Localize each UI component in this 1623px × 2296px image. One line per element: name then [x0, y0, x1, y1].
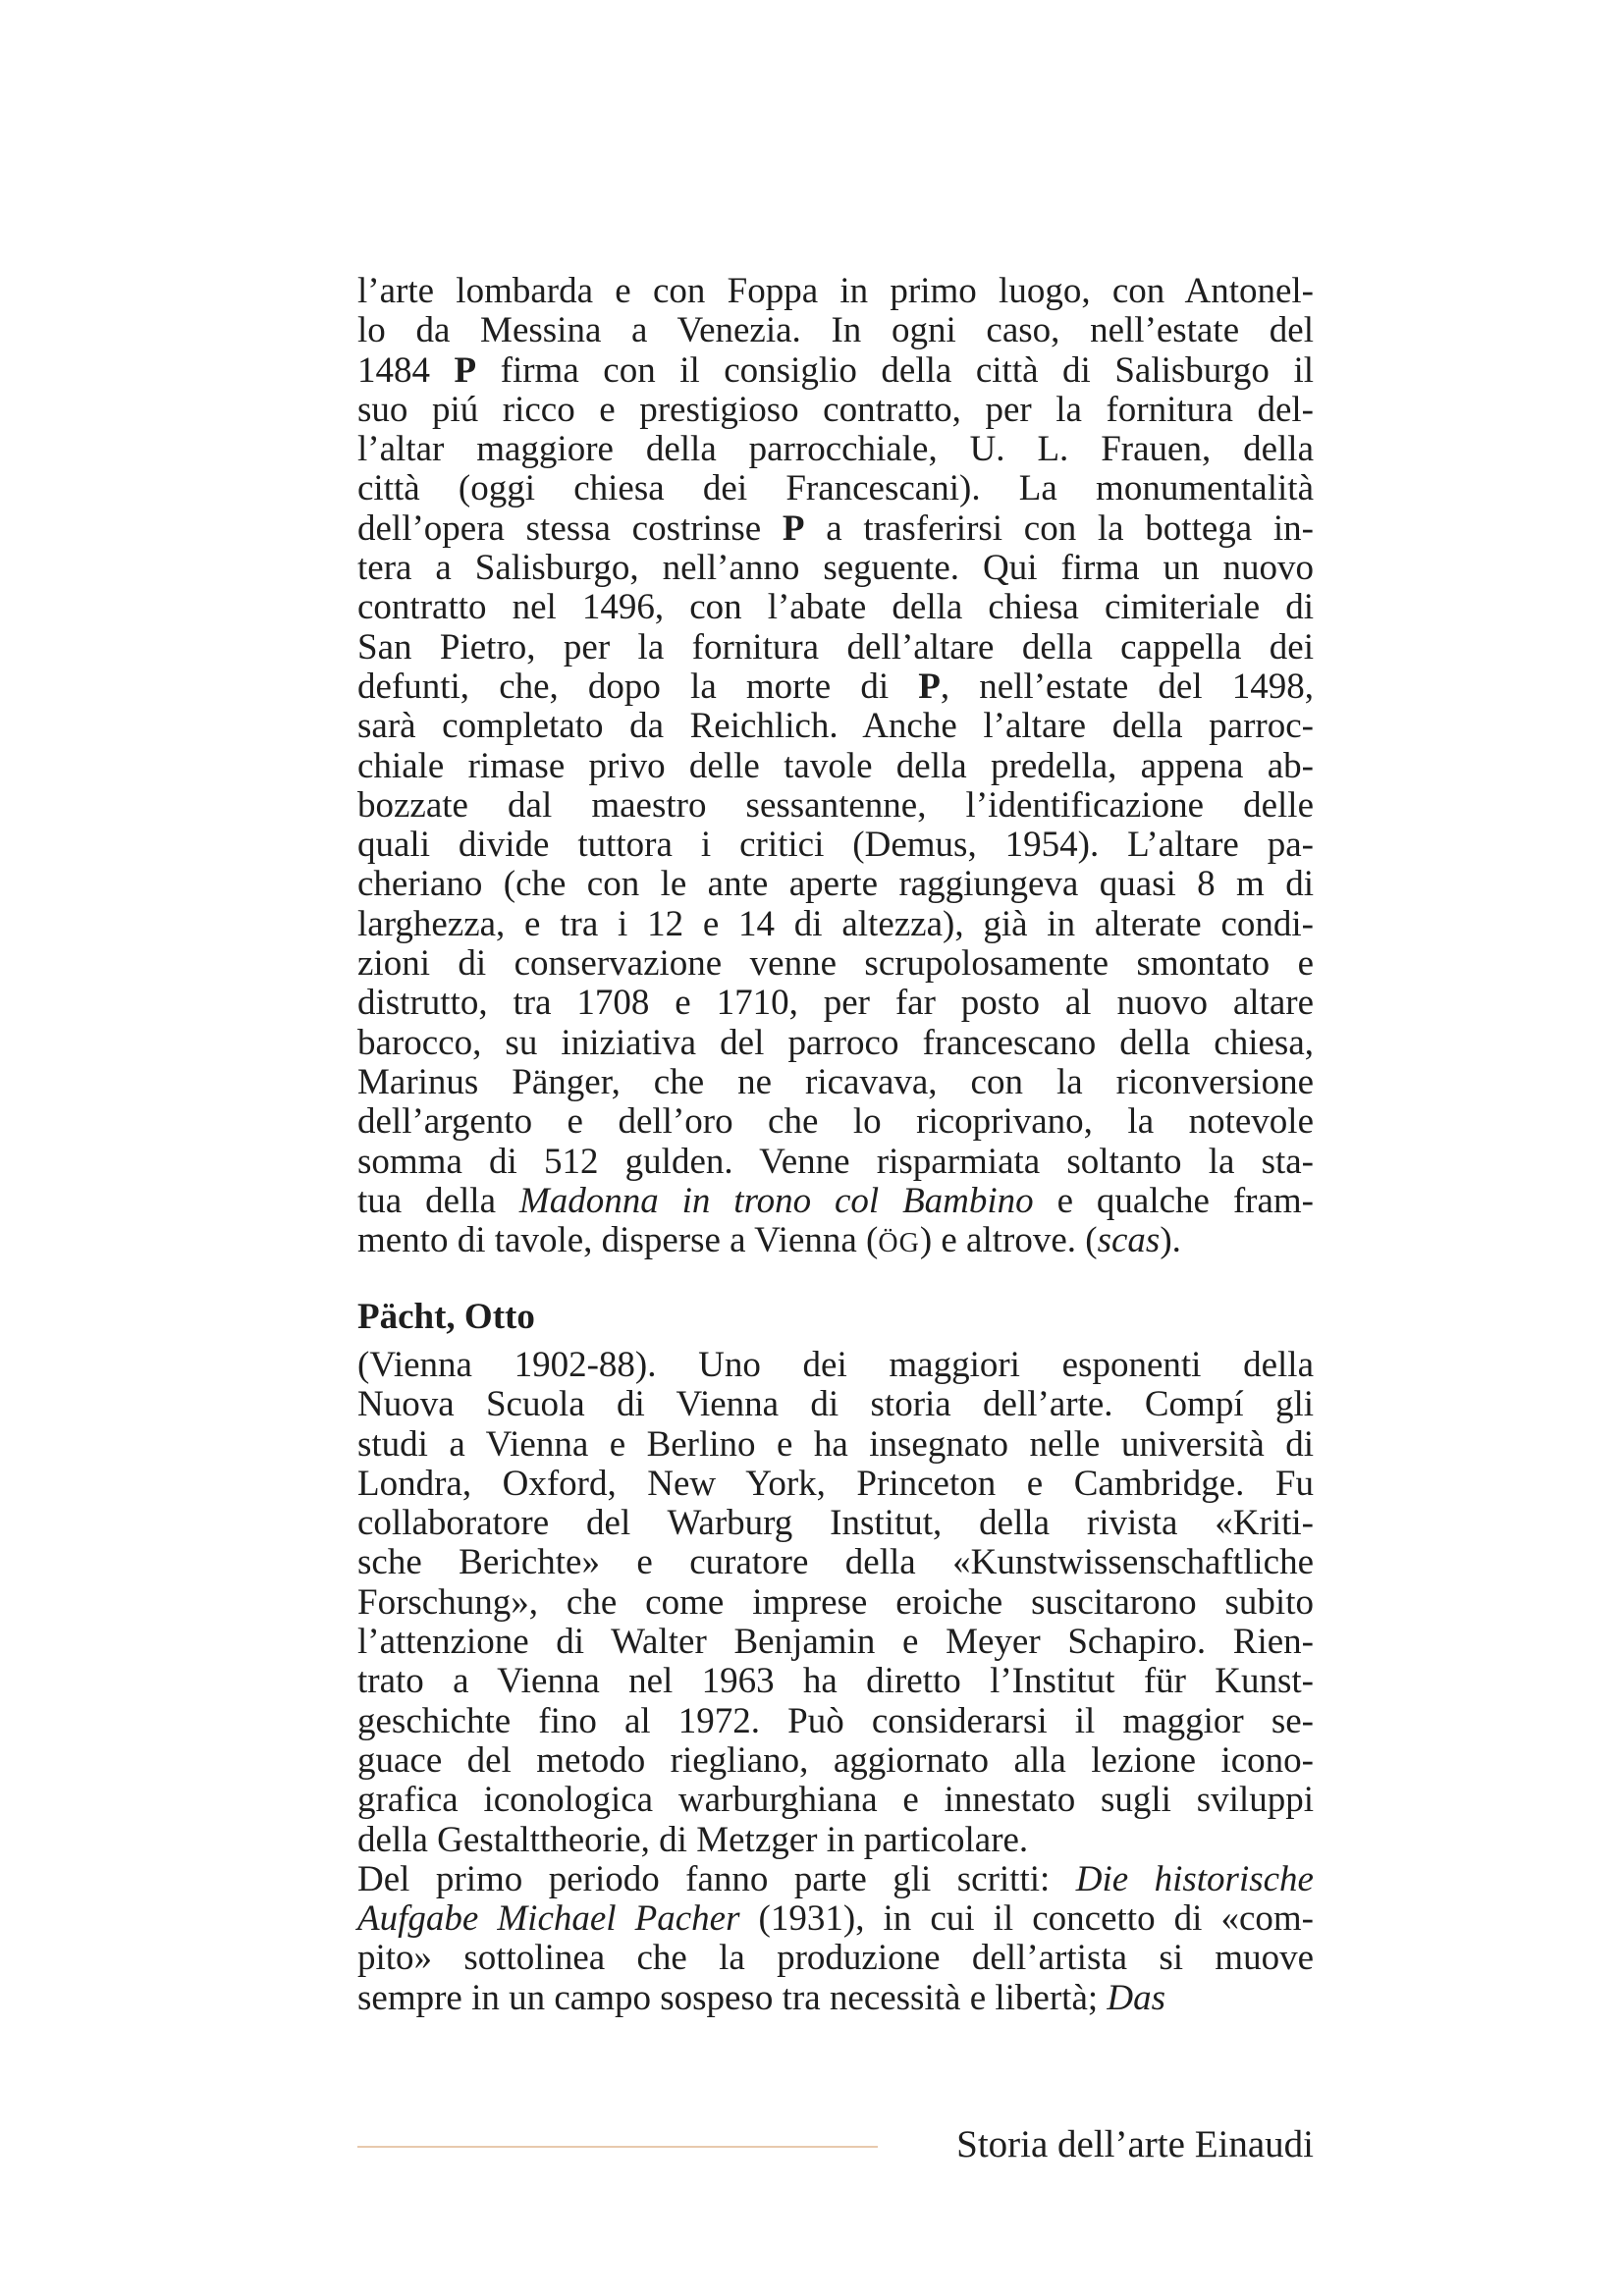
text-line	[357, 1899, 1314, 1939]
text-run: Del primo periodo fanno parte gli scritti:	[357, 1858, 1076, 1899]
abbrev-bold: P	[454, 349, 477, 391]
text-run: contratto nel 1496, con l’abate della chiesa cimiteriale di	[357, 587, 1314, 628]
text-run: e qualche fram-	[1033, 1180, 1314, 1221]
text-line	[357, 1504, 1314, 1543]
italic-title: Die historische	[1075, 1858, 1314, 1899]
text-run: bozzate dal maestro sessantenne, l’identificazione delle	[357, 784, 1314, 826]
text-line	[357, 944, 1314, 984]
text-line	[357, 1741, 1314, 1781]
small-caps: ÖG	[878, 1228, 920, 1259]
text-line	[357, 628, 1314, 667]
text-line	[357, 1143, 1314, 1182]
text-line	[357, 1662, 1314, 1701]
text-line	[357, 707, 1314, 746]
text-line	[357, 1024, 1314, 1063]
text-run: San Pietro, per la fornitura dell’altare della cappella dei	[357, 626, 1314, 667]
text-line	[357, 1821, 1314, 1860]
text-line	[357, 865, 1314, 904]
text-run: lo da Messina a Venezia. In ogni caso, nell’estate del	[357, 310, 1314, 351]
text-line	[357, 826, 1314, 865]
text-line	[357, 469, 1314, 508]
text-line	[357, 1221, 1314, 1260]
text-line	[357, 509, 1314, 549]
text-line	[357, 430, 1314, 469]
text-line	[357, 311, 1314, 350]
text-run: somma di 512 gulden. Venne risparmiata soltanto la sta-	[357, 1141, 1314, 1182]
text-run: studi a Vienna e Berlino e ha insegnato nelle università di	[357, 1423, 1314, 1465]
italic-title: scas	[1097, 1220, 1161, 1261]
text-line	[357, 1102, 1314, 1142]
text-run: chiale rimase privo delle tavole della predella, appena ab-	[357, 745, 1314, 786]
text-run: guace del metodo riegliano, aggiornato alla lezione icono-	[357, 1739, 1314, 1781]
text-run: barocco, su iniziativa del parroco francescano della chiesa,	[357, 1022, 1314, 1063]
text-run: Londra, Oxford, New York, Princeton e Cambridge. Fu	[357, 1463, 1314, 1504]
text-line	[357, 747, 1314, 786]
text-line	[357, 549, 1314, 588]
text-run: l’attenzione di Walter Benjamin e Meyer Schapiro. Rien-	[357, 1622, 1314, 1663]
text-run: suo piú ricco e prestigioso contratto, per la fornitura del-	[357, 389, 1314, 430]
text-line	[357, 351, 1314, 391]
body-paragraph-pacht	[357, 1346, 1314, 2018]
text-run: della Gestalttheorie, di Metzger in particolare.	[357, 1819, 1029, 1860]
text-run: (1931), in cui il concetto di «com-	[739, 1898, 1314, 1940]
text-run: ).	[1160, 1220, 1181, 1261]
text-run: ) e altrove. (	[919, 1220, 1098, 1261]
entry-heading: Pächt, Otto	[357, 1297, 535, 1337]
text-run: dell’argento e dell’oro che lo ricoprivano, la notevole	[357, 1101, 1314, 1143]
text-line	[357, 1543, 1314, 1582]
text-run: zioni di conservazione venne scrupolosamente smontato e	[357, 943, 1314, 985]
text-line	[357, 1623, 1314, 1662]
text-line	[357, 1583, 1314, 1623]
text-run: mento di tavole, disperse a Vienna (	[357, 1220, 879, 1261]
italic-title: Das	[1107, 1977, 1166, 2018]
text-line	[357, 1465, 1314, 1504]
footer-rule	[357, 2146, 878, 2148]
text-run: (Vienna 1902-88). Uno dei maggiori esponenti della	[357, 1345, 1314, 1385]
text-run: l’altar maggiore della parrocchiale, U. L. Frauen, della	[357, 429, 1314, 470]
text-run: 1484	[357, 349, 455, 391]
text-run: cheriano (che con le ante aperte raggiungeva quasi 8 m di	[357, 864, 1314, 905]
text-run: a trasferirsi con la bottega in-	[804, 507, 1314, 549]
italic-title: Aufgabe Michael Pacher	[357, 1898, 740, 1940]
text-run: larghezza, e tra i 12 e 14 di altezza), già in alterate condi-	[357, 903, 1314, 944]
text-run: sarà completato da Reichlich. Anche l’altare della parroc-	[357, 706, 1314, 747]
text-run: , nell’estate del 1498,	[940, 666, 1314, 707]
text-line	[357, 1346, 1314, 1385]
footer-title: Storia dell’arte Einaudi	[956, 2123, 1314, 2165]
text-run: pito» sottolinea che la produzione dell’artista si muove	[357, 1938, 1314, 1979]
text-line	[357, 905, 1314, 944]
text-run: Forschung», che come imprese eroiche suscitarono subito	[357, 1581, 1314, 1623]
text-run: Marinus Pänger, che ne ricavava, con la riconversione	[357, 1061, 1314, 1102]
text-run: trato a Vienna nel 1963 ha diretto l’Institut für Kunst-	[357, 1661, 1314, 1702]
text-run: tera a Salisburgo, nell’anno seguente. Qui firma un nuovo	[357, 548, 1314, 589]
text-line	[357, 272, 1314, 311]
text-line	[357, 786, 1314, 826]
text-line	[357, 391, 1314, 430]
text-line	[357, 1939, 1314, 1978]
text-line	[357, 1781, 1314, 1820]
body-paragraph-pacher	[357, 272, 1314, 1260]
text-run: città (oggi chiesa dei Francescani). La monumentalità	[357, 468, 1314, 509]
text-line	[357, 667, 1314, 707]
text-line	[357, 1979, 1314, 2018]
text-run: geschichte fino al 1972. Può considerarsi il maggior se-	[357, 1700, 1314, 1741]
abbrev-bold: P	[782, 507, 805, 549]
text-run: sempre in un campo sospeso tra necessità e libertà;	[357, 1977, 1108, 2018]
italic-title: Madonna in trono col Bambino	[518, 1180, 1034, 1221]
text-line	[357, 984, 1314, 1023]
text-run: quali divide tuttora i critici (Demus, 1954). L’altare pa-	[357, 825, 1314, 866]
text-line	[357, 1063, 1314, 1102]
text-run: defunti, che, dopo la morte di	[357, 666, 919, 707]
text-line	[357, 588, 1314, 627]
text-run: Nuova Scuola di Vienna di storia dell’arte. Compí gli	[357, 1384, 1314, 1425]
abbrev-bold: P	[918, 666, 941, 707]
text-run: sche Berichte» e curatore della «Kunstwissenschaftliche	[357, 1542, 1314, 1583]
text-run: tua della	[357, 1180, 519, 1221]
text-run: l’arte lombarda e con Foppa in primo luogo, con Antonel-	[357, 271, 1314, 311]
text-line	[357, 1860, 1314, 1899]
text-run: dell’opera stessa costrinse	[357, 507, 783, 549]
text-run: grafica iconologica warburghiana e innestato sugli sviluppi	[357, 1780, 1314, 1821]
text-run: firma con il consiglio della città di Salisburgo il	[476, 349, 1315, 391]
text-line	[357, 1702, 1314, 1741]
text-line	[357, 1425, 1314, 1465]
text-run: distrutto, tra 1708 e 1710, per far posto al nuovo altare	[357, 983, 1314, 1024]
text-run: collaboratore del Warburg Institut, della rivista «Kriti-	[357, 1503, 1314, 1544]
text-line	[357, 1182, 1314, 1221]
text-line	[357, 1385, 1314, 1424]
